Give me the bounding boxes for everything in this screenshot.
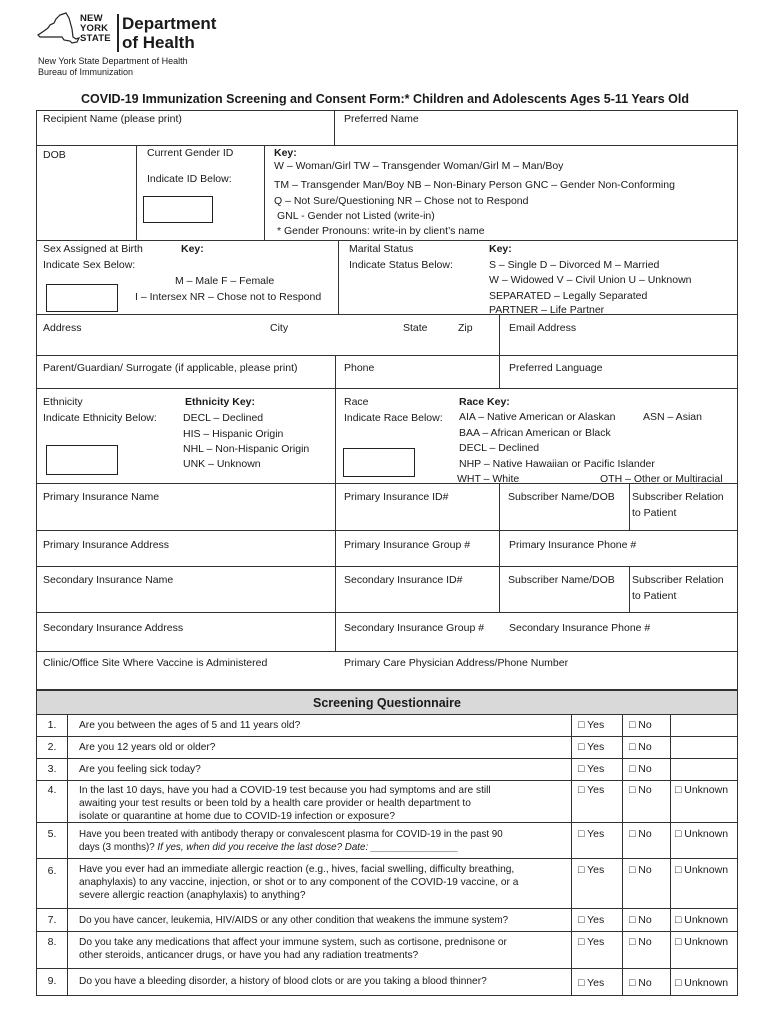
screening-questionnaire-title: Screening Questionnaire bbox=[36, 690, 738, 715]
race-key-line: NHP – Native Hawaiian or Pacific Islander bbox=[459, 458, 655, 470]
marital-key-line: PARTNER – Life Partner bbox=[489, 304, 605, 316]
question-number: 5. bbox=[47, 828, 57, 840]
yes-checkbox[interactable]: □ Yes bbox=[578, 763, 605, 775]
question-text: Do you have cancer, leukemia, HIV/AIDS or any other condition that weakens the immune system? bbox=[79, 915, 509, 926]
agency-name: New York State Department of Health Bureau of Immunization bbox=[38, 56, 188, 77]
indicate-ethnicity-label: Indicate Ethnicity Below: bbox=[43, 412, 157, 424]
yes-checkbox[interactable]: □ Yes bbox=[578, 719, 605, 731]
preferred-language-label: Preferred Language bbox=[509, 362, 603, 374]
yes-checkbox[interactable]: □ Yes bbox=[578, 784, 605, 796]
ethnicity-key-label: Ethnicity Key: bbox=[185, 396, 256, 408]
form-title: COVID-19 Immunization Screening and Consent Form:* Children and Adolescents Ages 5-11 Years Old bbox=[80, 92, 689, 106]
address-label: Address bbox=[43, 322, 82, 334]
race-key-line: AIA – Native American or Alaskan bbox=[459, 411, 616, 423]
gender-key-line: GNL - Gender not Listed (write-in) bbox=[277, 210, 435, 222]
race-key-line: OTH – Other or Multiracial bbox=[600, 473, 723, 485]
ethnicity-input[interactable] bbox=[46, 445, 118, 475]
guardian-label: Parent/Guardian/ Surrogate (if applicable, please print) bbox=[43, 362, 298, 374]
yes-checkbox[interactable]: □ Yes bbox=[578, 828, 605, 840]
no-checkbox[interactable]: □ No bbox=[629, 977, 652, 989]
new-york-state-outline-icon bbox=[36, 12, 80, 46]
indicate-race-label: Indicate Race Below: bbox=[344, 412, 443, 424]
race-key-line: DECL – Declined bbox=[459, 442, 540, 454]
primary-insurance-name-label: Primary Insurance Name bbox=[43, 491, 160, 503]
question-text: Do you have a bleeding disorder, a history of blood clots or are you taking a blood thinner? bbox=[79, 976, 487, 987]
subscriber-name-dob-label: Subscriber Name/DOB bbox=[508, 574, 615, 586]
no-checkbox[interactable]: □ No bbox=[629, 828, 652, 840]
gender-key-line: TM – Transgender Man/Boy NB – Non-Binary Person GNC – Gender Non-Conforming bbox=[274, 179, 675, 191]
indicate-id-label: Indicate ID Below: bbox=[147, 173, 232, 185]
zip-label: Zip bbox=[458, 322, 473, 334]
subscriber-relation-label: Subscriber Relation bbox=[632, 491, 724, 503]
sex-input[interactable] bbox=[46, 284, 118, 312]
ethnicity-key-item: NHL – Non-Hispanic Origin bbox=[183, 443, 310, 455]
unknown-checkbox[interactable]: □ Unknown bbox=[675, 784, 729, 796]
gender-key-label: Key: bbox=[274, 147, 297, 159]
question-text: Do you take any medications that affect your immune system, such as cortisone, prednisone or other steroids, anticancer drugs, or have you had any radiation treatments? bbox=[79, 937, 507, 961]
current-gender-id-label: Current Gender ID bbox=[147, 147, 234, 159]
logo-divider bbox=[117, 14, 119, 52]
email-label: Email Address bbox=[509, 322, 577, 334]
primary-insurance-group-label: Primary Insurance Group # bbox=[344, 539, 471, 551]
sex-assigned-label: Sex Assigned at Birth bbox=[43, 243, 143, 255]
ethnicity-label: Ethnicity bbox=[43, 396, 83, 408]
yes-checkbox[interactable]: □ Yes bbox=[578, 977, 605, 989]
secondary-insurance-group-label: Secondary Insurance Group # bbox=[344, 622, 485, 634]
marital-status-label: Marital Status bbox=[349, 243, 414, 255]
screening-questionnaire-table bbox=[36, 715, 738, 996]
yes-checkbox[interactable]: □ Yes bbox=[578, 914, 605, 926]
question-text: Have you been treated with antibody therapy or convalescent plasma for COVID-19 in the past 90 days (3 months)? If yes, when did you receive the last dose? Date: ________________ bbox=[79, 829, 503, 853]
gender-pronouns-note: * Gender Pronouns: write-in by client’s name bbox=[277, 225, 485, 237]
yes-checkbox[interactable]: □ Yes bbox=[578, 936, 605, 948]
dob-label: DOB bbox=[43, 149, 66, 161]
unknown-checkbox[interactable]: □ Unknown bbox=[675, 864, 729, 876]
question-text: In the last 10 days, have you had a COVID-19 test because you had symptoms and are still awaiting your test results or been told by a health care provider or health department to isolate or quarantine at home due to COVID-19 infection or exposure? bbox=[79, 785, 491, 822]
nys-doh-logo bbox=[36, 12, 236, 58]
unknown-checkbox[interactable]: □ Unknown bbox=[675, 914, 729, 926]
indicate-status-label: Indicate Status Below: bbox=[349, 259, 453, 271]
state-label: State bbox=[403, 322, 428, 334]
race-label: Race bbox=[344, 396, 369, 408]
city-label: City bbox=[270, 322, 289, 334]
primary-insurance-id-label: Primary Insurance ID# bbox=[344, 491, 449, 503]
indicate-sex-label: Indicate Sex Below: bbox=[43, 259, 136, 271]
ethnicity-key-item: HIS – Hispanic Origin bbox=[183, 428, 284, 440]
clinic-site-label: Clinic/Office Site Where Vaccine is Administered bbox=[43, 657, 268, 669]
question-number: 9. bbox=[47, 975, 57, 987]
sex-key-line: I – Intersex NR – Chose not to Respond bbox=[135, 291, 322, 303]
no-checkbox[interactable]: □ No bbox=[629, 741, 652, 753]
ethnicity-key-item: DECL – Declined bbox=[183, 412, 264, 424]
logo-state-text: NEW YORK STATE bbox=[80, 13, 111, 44]
secondary-insurance-name-label: Secondary Insurance Name bbox=[43, 574, 174, 586]
race-key-line: BAA – African American or Black bbox=[459, 427, 611, 439]
question-number: 8. bbox=[47, 936, 57, 948]
pcp-label: Primary Care Physician Address/Phone Number bbox=[344, 657, 569, 669]
unknown-checkbox[interactable]: □ Unknown bbox=[675, 977, 729, 989]
secondary-insurance-phone-label: Secondary Insurance Phone # bbox=[509, 622, 651, 634]
marital-key-line: SEPARATED – Legally Separated bbox=[489, 290, 648, 302]
subscriber-relation-label: Subscriber Relation bbox=[632, 574, 724, 586]
gender-key-line: W – Woman/Girl TW – Transgender Woman/Girl M – Man/Boy bbox=[274, 160, 564, 172]
question-text: Are you 12 years old or older? bbox=[79, 742, 216, 753]
no-checkbox[interactable]: □ No bbox=[629, 864, 652, 876]
preferred-name-label: Preferred Name bbox=[344, 113, 419, 125]
question-text: Are you feeling sick today? bbox=[79, 764, 201, 775]
sex-key-line: M – Male F – Female bbox=[175, 275, 275, 287]
phone-label: Phone bbox=[344, 362, 375, 374]
subscriber-relation-label-line2: to Patient bbox=[632, 507, 677, 519]
race-input[interactable] bbox=[343, 448, 415, 477]
patient-info-grid bbox=[36, 110, 738, 690]
question-number: 1. bbox=[47, 719, 57, 731]
no-checkbox[interactable]: □ No bbox=[629, 763, 652, 775]
logo-department-text: Department of Health bbox=[122, 14, 217, 52]
no-checkbox[interactable]: □ No bbox=[629, 719, 652, 731]
question-number: 7. bbox=[47, 914, 57, 926]
no-checkbox[interactable]: □ No bbox=[629, 936, 652, 948]
recipient-name-label: Recipient Name (please print) bbox=[43, 113, 182, 125]
question-text: Are you between the ages of 5 and 11 years old? bbox=[79, 720, 301, 731]
question-number: 6. bbox=[47, 865, 57, 877]
subscriber-name-dob-label: Subscriber Name/DOB bbox=[508, 491, 615, 503]
subscriber-relation-label-line2: to Patient bbox=[632, 590, 677, 602]
marital-key-line: S – Single D – Divorced M – Married bbox=[489, 259, 660, 271]
question-number: 4. bbox=[47, 784, 57, 796]
race-key-line: WHT – White bbox=[457, 473, 520, 485]
unknown-checkbox[interactable]: □ Unknown bbox=[675, 828, 729, 840]
secondary-insurance-id-label: Secondary Insurance ID# bbox=[344, 574, 463, 586]
yes-checkbox[interactable]: □ Yes bbox=[578, 741, 605, 753]
yes-checkbox[interactable]: □ Yes bbox=[578, 864, 605, 876]
no-checkbox[interactable]: □ No bbox=[629, 784, 652, 796]
question-number: 3. bbox=[47, 763, 57, 775]
race-key-line: ASN – Asian bbox=[643, 411, 702, 423]
primary-insurance-phone-label: Primary Insurance Phone # bbox=[509, 539, 637, 551]
sex-key-label: Key: bbox=[181, 243, 204, 255]
no-checkbox[interactable]: □ No bbox=[629, 914, 652, 926]
gender-key-line: Q – Not Sure/Questioning NR – Chose not to Respond bbox=[274, 195, 529, 207]
race-key-label: Race Key: bbox=[459, 396, 510, 408]
marital-key-label: Key: bbox=[489, 243, 512, 255]
secondary-insurance-address-label: Secondary Insurance Address bbox=[43, 622, 184, 634]
primary-insurance-address-label: Primary Insurance Address bbox=[43, 539, 170, 551]
question-text: Have you ever had an immediate allergic reaction (e.g., hives, facial swelling, difficulty breathing, anaphylaxis) to any vaccine, injection, or shot or to any component of the COVID-19 vaccine, or a severe allergic reaction (anaphylaxis) to anything? bbox=[79, 864, 519, 901]
marital-key-line: W – Widowed V – Civil Union U – Unknown bbox=[489, 274, 692, 286]
question-number: 2. bbox=[47, 741, 57, 753]
ethnicity-key-item: UNK – Unknown bbox=[183, 458, 261, 470]
gender-id-input[interactable] bbox=[143, 196, 213, 223]
unknown-checkbox[interactable]: □ Unknown bbox=[675, 936, 729, 948]
